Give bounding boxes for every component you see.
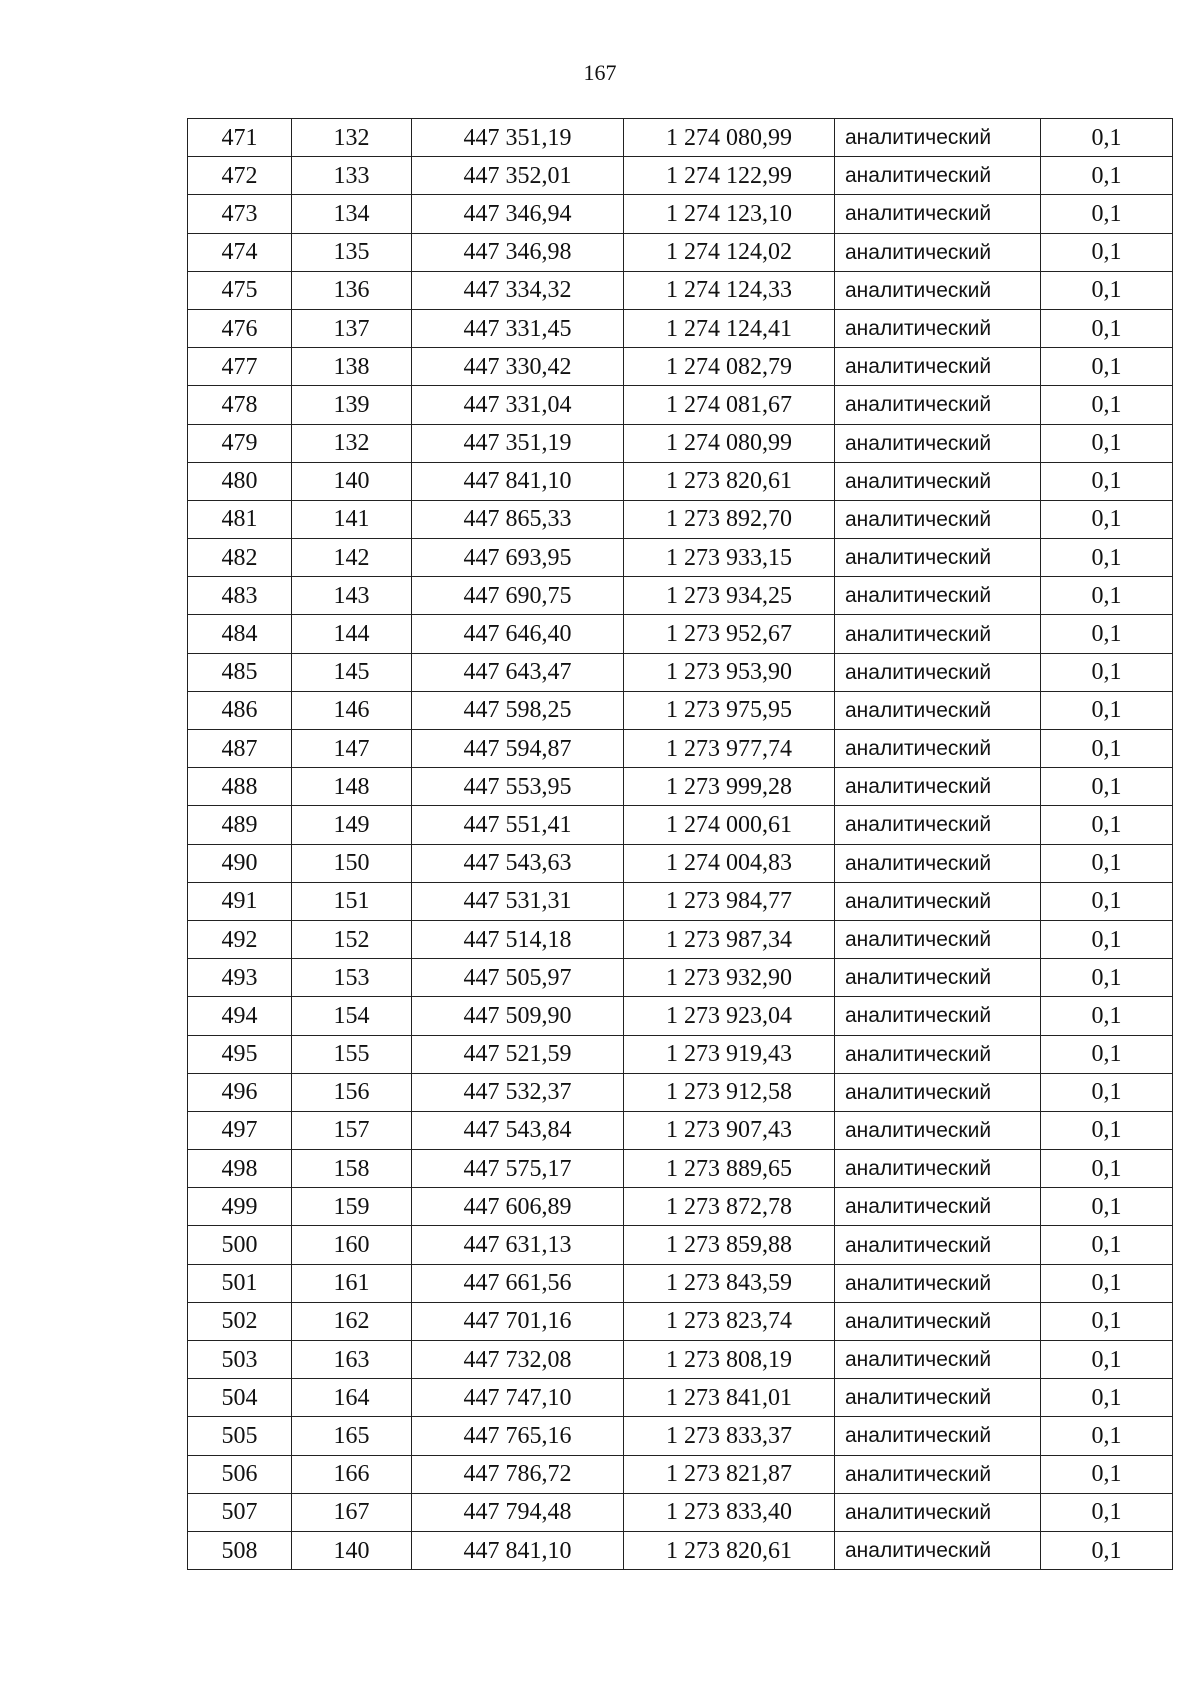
point-number-cell: 155 [292, 1035, 412, 1073]
row-number-cell: 500 [188, 1226, 292, 1264]
method-cell: аналитический [835, 1455, 1041, 1493]
x-coordinate-cell: 447 631,13 [412, 1226, 624, 1264]
accuracy-cell: 0,1 [1041, 1417, 1173, 1455]
point-number-cell: 161 [292, 1264, 412, 1302]
x-coordinate-cell: 447 693,95 [412, 539, 624, 577]
method-cell: аналитический [835, 882, 1041, 920]
method-cell: аналитический [835, 233, 1041, 271]
method-cell: аналитический [835, 1073, 1041, 1111]
y-coordinate-cell: 1 274 080,99 [624, 424, 835, 462]
method-cell: аналитический [835, 768, 1041, 806]
accuracy-cell: 0,1 [1041, 1226, 1173, 1264]
accuracy-cell: 0,1 [1041, 615, 1173, 653]
table-row [188, 615, 1173, 653]
row-number-cell: 492 [188, 920, 292, 958]
accuracy-cell: 0,1 [1041, 1035, 1173, 1073]
method-cell: аналитический [835, 119, 1041, 157]
row-number-cell: 476 [188, 309, 292, 347]
table-row [188, 424, 1173, 462]
row-number-cell: 501 [188, 1264, 292, 1302]
x-coordinate-cell: 447 531,31 [412, 882, 624, 920]
y-coordinate-cell: 1 273 934,25 [624, 577, 835, 615]
table-row [188, 653, 1173, 691]
x-coordinate-cell: 447 331,45 [412, 309, 624, 347]
y-coordinate-cell: 1 273 933,15 [624, 539, 835, 577]
method-cell: аналитический [835, 424, 1041, 462]
table-row [188, 1341, 1173, 1379]
x-coordinate-cell: 447 747,10 [412, 1379, 624, 1417]
row-number-cell: 491 [188, 882, 292, 920]
point-number-cell: 145 [292, 653, 412, 691]
table-row [188, 1379, 1173, 1417]
point-number-cell: 132 [292, 424, 412, 462]
method-cell: аналитический [835, 309, 1041, 347]
method-cell: аналитический [835, 500, 1041, 538]
x-coordinate-cell: 447 532,37 [412, 1073, 624, 1111]
y-coordinate-cell: 1 274 082,79 [624, 348, 835, 386]
method-cell: аналитический [835, 577, 1041, 615]
accuracy-cell: 0,1 [1041, 195, 1173, 233]
x-coordinate-cell: 447 646,40 [412, 615, 624, 653]
point-number-cell: 167 [292, 1493, 412, 1531]
row-number-cell: 503 [188, 1341, 292, 1379]
point-number-cell: 158 [292, 1150, 412, 1188]
point-number-cell: 160 [292, 1226, 412, 1264]
y-coordinate-cell: 1 273 952,67 [624, 615, 835, 653]
x-coordinate-cell: 447 575,17 [412, 1150, 624, 1188]
y-coordinate-cell: 1 274 080,99 [624, 119, 835, 157]
row-number-cell: 502 [188, 1302, 292, 1340]
y-coordinate-cell: 1 274 081,67 [624, 386, 835, 424]
table-row [188, 1226, 1173, 1264]
table-row [188, 920, 1173, 958]
table-row [188, 844, 1173, 882]
table-row [188, 119, 1173, 157]
point-number-cell: 147 [292, 730, 412, 768]
accuracy-cell: 0,1 [1041, 1379, 1173, 1417]
method-cell: аналитический [835, 348, 1041, 386]
accuracy-cell: 0,1 [1041, 157, 1173, 195]
coordinates-table-body [188, 119, 1173, 1570]
accuracy-cell: 0,1 [1041, 271, 1173, 309]
table-row [188, 1035, 1173, 1073]
method-cell: аналитический [835, 1035, 1041, 1073]
y-coordinate-cell: 1 273 833,37 [624, 1417, 835, 1455]
point-number-cell: 153 [292, 959, 412, 997]
accuracy-cell: 0,1 [1041, 1073, 1173, 1111]
point-number-cell: 165 [292, 1417, 412, 1455]
table-row [188, 691, 1173, 729]
row-number-cell: 498 [188, 1150, 292, 1188]
method-cell: аналитический [835, 1188, 1041, 1226]
accuracy-cell: 0,1 [1041, 309, 1173, 347]
row-number-cell: 482 [188, 539, 292, 577]
x-coordinate-cell: 447 594,87 [412, 730, 624, 768]
row-number-cell: 508 [188, 1531, 292, 1569]
y-coordinate-cell: 1 274 124,33 [624, 271, 835, 309]
row-number-cell: 499 [188, 1188, 292, 1226]
table-row [188, 882, 1173, 920]
y-coordinate-cell: 1 273 859,88 [624, 1226, 835, 1264]
row-number-cell: 497 [188, 1111, 292, 1149]
row-number-cell: 489 [188, 806, 292, 844]
point-number-cell: 159 [292, 1188, 412, 1226]
table-row [188, 195, 1173, 233]
y-coordinate-cell: 1 274 000,61 [624, 806, 835, 844]
table-row [188, 1531, 1173, 1569]
x-coordinate-cell: 447 786,72 [412, 1455, 624, 1493]
x-coordinate-cell: 447 543,63 [412, 844, 624, 882]
method-cell: аналитический [835, 1302, 1041, 1340]
point-number-cell: 154 [292, 997, 412, 1035]
y-coordinate-cell: 1 274 004,83 [624, 844, 835, 882]
x-coordinate-cell: 447 690,75 [412, 577, 624, 615]
y-coordinate-cell: 1 273 820,61 [624, 462, 835, 500]
point-number-cell: 148 [292, 768, 412, 806]
row-number-cell: 506 [188, 1455, 292, 1493]
row-number-cell: 493 [188, 959, 292, 997]
point-number-cell: 140 [292, 462, 412, 500]
accuracy-cell: 0,1 [1041, 577, 1173, 615]
method-cell: аналитический [835, 920, 1041, 958]
point-number-cell: 135 [292, 233, 412, 271]
accuracy-cell: 0,1 [1041, 882, 1173, 920]
x-coordinate-cell: 447 661,56 [412, 1264, 624, 1302]
x-coordinate-cell: 447 841,10 [412, 1531, 624, 1569]
point-number-cell: 156 [292, 1073, 412, 1111]
accuracy-cell: 0,1 [1041, 1111, 1173, 1149]
point-number-cell: 150 [292, 844, 412, 882]
y-coordinate-cell: 1 273 975,95 [624, 691, 835, 729]
y-coordinate-cell: 1 273 953,90 [624, 653, 835, 691]
x-coordinate-cell: 447 509,90 [412, 997, 624, 1035]
x-coordinate-cell: 447 598,25 [412, 691, 624, 729]
method-cell: аналитический [835, 195, 1041, 233]
x-coordinate-cell: 447 351,19 [412, 119, 624, 157]
x-coordinate-cell: 447 765,16 [412, 1417, 624, 1455]
table-row [188, 1111, 1173, 1149]
table-row [188, 577, 1173, 615]
method-cell: аналитический [835, 844, 1041, 882]
accuracy-cell: 0,1 [1041, 806, 1173, 844]
x-coordinate-cell: 447 346,98 [412, 233, 624, 271]
y-coordinate-cell: 1 274 123,10 [624, 195, 835, 233]
x-coordinate-cell: 447 352,01 [412, 157, 624, 195]
y-coordinate-cell: 1 273 821,87 [624, 1455, 835, 1493]
method-cell: аналитический [835, 730, 1041, 768]
y-coordinate-cell: 1 273 987,34 [624, 920, 835, 958]
point-number-cell: 151 [292, 882, 412, 920]
accuracy-cell: 0,1 [1041, 1302, 1173, 1340]
row-number-cell: 473 [188, 195, 292, 233]
table-row [188, 1073, 1173, 1111]
accuracy-cell: 0,1 [1041, 691, 1173, 729]
table-row [188, 768, 1173, 806]
method-cell: аналитический [835, 806, 1041, 844]
row-number-cell: 484 [188, 615, 292, 653]
accuracy-cell: 0,1 [1041, 730, 1173, 768]
table-row [188, 1188, 1173, 1226]
x-coordinate-cell: 447 794,48 [412, 1493, 624, 1531]
method-cell: аналитический [835, 462, 1041, 500]
method-cell: аналитический [835, 1379, 1041, 1417]
accuracy-cell: 0,1 [1041, 1341, 1173, 1379]
accuracy-cell: 0,1 [1041, 1150, 1173, 1188]
row-number-cell: 479 [188, 424, 292, 462]
point-number-cell: 132 [292, 119, 412, 157]
method-cell: аналитический [835, 1493, 1041, 1531]
row-number-cell: 478 [188, 386, 292, 424]
y-coordinate-cell: 1 273 892,70 [624, 500, 835, 538]
table-row [188, 730, 1173, 768]
x-coordinate-cell: 447 543,84 [412, 1111, 624, 1149]
y-coordinate-cell: 1 274 124,41 [624, 309, 835, 347]
method-cell: аналитический [835, 386, 1041, 424]
y-coordinate-cell: 1 273 919,43 [624, 1035, 835, 1073]
y-coordinate-cell: 1 273 889,65 [624, 1150, 835, 1188]
table-row [188, 959, 1173, 997]
row-number-cell: 486 [188, 691, 292, 729]
accuracy-cell: 0,1 [1041, 920, 1173, 958]
accuracy-cell: 0,1 [1041, 768, 1173, 806]
row-number-cell: 480 [188, 462, 292, 500]
table-row [188, 157, 1173, 195]
x-coordinate-cell: 447 701,16 [412, 1302, 624, 1340]
accuracy-cell: 0,1 [1041, 386, 1173, 424]
x-coordinate-cell: 447 841,10 [412, 462, 624, 500]
row-number-cell: 495 [188, 1035, 292, 1073]
point-number-cell: 152 [292, 920, 412, 958]
method-cell: аналитический [835, 997, 1041, 1035]
point-number-cell: 143 [292, 577, 412, 615]
row-number-cell: 487 [188, 730, 292, 768]
x-coordinate-cell: 447 351,19 [412, 424, 624, 462]
method-cell: аналитический [835, 157, 1041, 195]
row-number-cell: 477 [188, 348, 292, 386]
point-number-cell: 141 [292, 500, 412, 538]
point-number-cell: 137 [292, 309, 412, 347]
point-number-cell: 133 [292, 157, 412, 195]
table-row [188, 1493, 1173, 1531]
table-row [188, 233, 1173, 271]
coordinates-table [187, 118, 1173, 1570]
method-cell: аналитический [835, 1111, 1041, 1149]
accuracy-cell: 0,1 [1041, 1455, 1173, 1493]
table-row [188, 1302, 1173, 1340]
point-number-cell: 134 [292, 195, 412, 233]
point-number-cell: 162 [292, 1302, 412, 1340]
accuracy-cell: 0,1 [1041, 1264, 1173, 1302]
y-coordinate-cell: 1 273 977,74 [624, 730, 835, 768]
row-number-cell: 481 [188, 500, 292, 538]
y-coordinate-cell: 1 273 841,01 [624, 1379, 835, 1417]
y-coordinate-cell: 1 274 122,99 [624, 157, 835, 195]
y-coordinate-cell: 1 273 872,78 [624, 1188, 835, 1226]
y-coordinate-cell: 1 273 984,77 [624, 882, 835, 920]
x-coordinate-cell: 447 606,89 [412, 1188, 624, 1226]
point-number-cell: 163 [292, 1341, 412, 1379]
table-row [188, 500, 1173, 538]
row-number-cell: 472 [188, 157, 292, 195]
x-coordinate-cell: 447 514,18 [412, 920, 624, 958]
method-cell: аналитический [835, 959, 1041, 997]
accuracy-cell: 0,1 [1041, 539, 1173, 577]
x-coordinate-cell: 447 643,47 [412, 653, 624, 691]
accuracy-cell: 0,1 [1041, 500, 1173, 538]
table-row [188, 271, 1173, 309]
row-number-cell: 507 [188, 1493, 292, 1531]
point-number-cell: 136 [292, 271, 412, 309]
x-coordinate-cell: 447 553,95 [412, 768, 624, 806]
accuracy-cell: 0,1 [1041, 844, 1173, 882]
row-number-cell: 494 [188, 997, 292, 1035]
row-number-cell: 475 [188, 271, 292, 309]
row-number-cell: 490 [188, 844, 292, 882]
x-coordinate-cell: 447 331,04 [412, 386, 624, 424]
y-coordinate-cell: 1 273 820,61 [624, 1531, 835, 1569]
y-coordinate-cell: 1 274 124,02 [624, 233, 835, 271]
method-cell: аналитический [835, 653, 1041, 691]
table-row [188, 386, 1173, 424]
row-number-cell: 488 [188, 768, 292, 806]
accuracy-cell: 0,1 [1041, 1188, 1173, 1226]
method-cell: аналитический [835, 1226, 1041, 1264]
point-number-cell: 144 [292, 615, 412, 653]
page-number: 167 [583, 60, 617, 85]
accuracy-cell: 0,1 [1041, 959, 1173, 997]
x-coordinate-cell: 447 505,97 [412, 959, 624, 997]
accuracy-cell: 0,1 [1041, 1531, 1173, 1569]
y-coordinate-cell: 1 273 808,19 [624, 1341, 835, 1379]
y-coordinate-cell: 1 273 912,58 [624, 1073, 835, 1111]
method-cell: аналитический [835, 1150, 1041, 1188]
row-number-cell: 504 [188, 1379, 292, 1417]
table-row [188, 806, 1173, 844]
accuracy-cell: 0,1 [1041, 1493, 1173, 1531]
table-row [188, 462, 1173, 500]
row-number-cell: 485 [188, 653, 292, 691]
accuracy-cell: 0,1 [1041, 424, 1173, 462]
x-coordinate-cell: 447 521,59 [412, 1035, 624, 1073]
table-row [188, 348, 1173, 386]
accuracy-cell: 0,1 [1041, 119, 1173, 157]
accuracy-cell: 0,1 [1041, 233, 1173, 271]
table-row [188, 1417, 1173, 1455]
y-coordinate-cell: 1 273 833,40 [624, 1493, 835, 1531]
method-cell: аналитический [835, 691, 1041, 729]
accuracy-cell: 0,1 [1041, 997, 1173, 1035]
y-coordinate-cell: 1 273 907,43 [624, 1111, 835, 1149]
table-row [188, 539, 1173, 577]
method-cell: аналитический [835, 1531, 1041, 1569]
row-number-cell: 474 [188, 233, 292, 271]
point-number-cell: 166 [292, 1455, 412, 1493]
accuracy-cell: 0,1 [1041, 653, 1173, 691]
accuracy-cell: 0,1 [1041, 462, 1173, 500]
point-number-cell: 140 [292, 1531, 412, 1569]
table-row [188, 997, 1173, 1035]
table-row [188, 1150, 1173, 1188]
x-coordinate-cell: 447 551,41 [412, 806, 624, 844]
row-number-cell: 496 [188, 1073, 292, 1111]
method-cell: аналитический [835, 271, 1041, 309]
table-row [188, 1264, 1173, 1302]
x-coordinate-cell: 447 346,94 [412, 195, 624, 233]
table-row [188, 1455, 1173, 1493]
x-coordinate-cell: 447 732,08 [412, 1341, 624, 1379]
accuracy-cell: 0,1 [1041, 348, 1173, 386]
row-number-cell: 505 [188, 1417, 292, 1455]
point-number-cell: 164 [292, 1379, 412, 1417]
point-number-cell: 157 [292, 1111, 412, 1149]
y-coordinate-cell: 1 273 999,28 [624, 768, 835, 806]
method-cell: аналитический [835, 615, 1041, 653]
y-coordinate-cell: 1 273 932,90 [624, 959, 835, 997]
x-coordinate-cell: 447 334,32 [412, 271, 624, 309]
method-cell: аналитический [835, 1341, 1041, 1379]
y-coordinate-cell: 1 273 923,04 [624, 997, 835, 1035]
point-number-cell: 149 [292, 806, 412, 844]
point-number-cell: 139 [292, 386, 412, 424]
row-number-cell: 471 [188, 119, 292, 157]
point-number-cell: 142 [292, 539, 412, 577]
table-row [188, 309, 1173, 347]
method-cell: аналитический [835, 1417, 1041, 1455]
point-number-cell: 138 [292, 348, 412, 386]
row-number-cell: 483 [188, 577, 292, 615]
y-coordinate-cell: 1 273 843,59 [624, 1264, 835, 1302]
method-cell: аналитический [835, 1264, 1041, 1302]
point-number-cell: 146 [292, 691, 412, 729]
x-coordinate-cell: 447 330,42 [412, 348, 624, 386]
y-coordinate-cell: 1 273 823,74 [624, 1302, 835, 1340]
x-coordinate-cell: 447 865,33 [412, 500, 624, 538]
method-cell: аналитический [835, 539, 1041, 577]
